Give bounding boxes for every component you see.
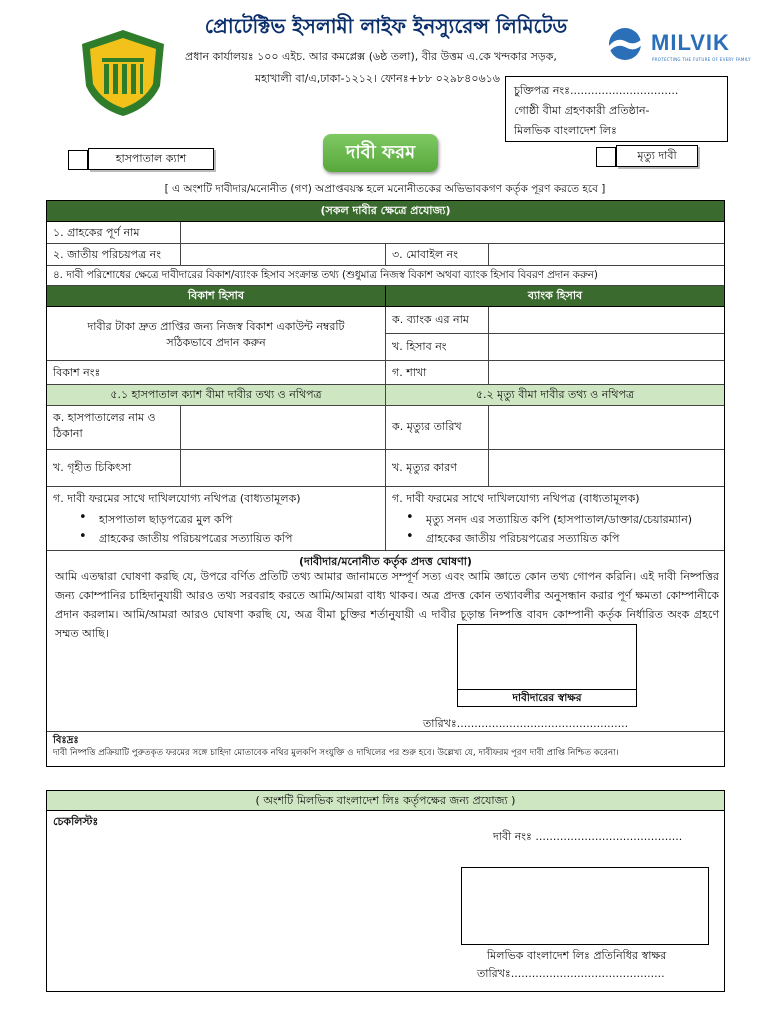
treatment-input[interactable] xyxy=(181,450,386,487)
death-claim-checkbox[interactable] xyxy=(596,147,616,167)
claimant-signature-box[interactable] xyxy=(457,624,637,707)
divider xyxy=(47,731,724,732)
mobile-input[interactable] xyxy=(489,244,724,266)
note-title: বিঃদ্রঃ xyxy=(53,735,79,746)
bank-header: ব্যাংক হিসাব xyxy=(386,286,724,307)
account-no-input[interactable] xyxy=(489,334,724,361)
section-all-header: (সকল দাবীর ক্ষেত্রে প্রযোজ্য) xyxy=(47,201,724,222)
checklist-label: চেকলিস্টঃ xyxy=(53,815,99,828)
hospital-name-input[interactable] xyxy=(181,406,386,450)
bkash-header: বিকাশ হিসাব xyxy=(47,286,386,307)
partner-tagline: PROTECTING THE FUTURE OF EVERY FAMILY xyxy=(652,57,751,62)
account-no-label: খ. হিসাব নং xyxy=(386,334,489,361)
representative-signature-label: মিলভিক বাংলাদেশ লিঃ প্রতিনিধির স্বাক্ষর xyxy=(487,949,667,962)
claimant-signature-label: দাবীদারের স্বাক্ষর xyxy=(458,689,636,706)
hospital-name-label: ক. হাসপাতালের নাম ও ঠিকানা xyxy=(47,406,181,450)
branch-label: গ. শাখা xyxy=(386,361,489,385)
partner-logo-text: MILVIK xyxy=(651,30,730,55)
note-text: দাবী নিষ্পত্তি প্রক্রিয়াটি পুরুতকৃত ফরমের সঙ্গে চাহিদা মোতাবেক নথির মুলকপি সংযুক্তি ও দাখিলের পর শুরু হবে। উল্লেখ্য যে, দাবীফরম পূরণ দাবী প্রাপ্তি নিশ্চিত করেনা। xyxy=(53,748,619,758)
death-date-label: ক. মৃত্যুর তারিখ xyxy=(386,406,489,450)
death-docs-block xyxy=(386,487,724,551)
hospital-docs-title: গ. দাবী ফরমের সাথে দাখিলযোগ্য নথিপত্র (বাধ্যতামূলক) xyxy=(53,492,301,505)
instruction-text: [ এ অংশটি দাবীদার/মনোনীত (গণ) অপ্রাপ্তবয়স্ক হলে মনোনীতকের অভিভাবকগণ কর্তৃক পূরণ করতে হবে ] xyxy=(164,183,606,195)
declaration-text: আমি এতদ্বারা ঘোষণা করছি যে, উপরে বর্ণিত প্রতিটি তথ্য আমার জানামতে সম্পূর্ণ সত্য এবং আমি জ্ঞাতে কোন তথ্য গোপন করিনি। এই দাবী নিষ্পত্তির জন্য কোম্পানির চাহিদানুযায়ী আরও তথ্য সরবরাহ করতে আমি/আমরা বাধ্য থাকব। অত্র প্রদত্ত কোন তথ্যাবলীর অনুসন্ধান করার পূর্ণ ক্ষমতা কোম্পানীকে প্রদান করলাম। আমি/আমরা আরও ঘোষণা করছি যে, অত্র বীমা চুক্তির শর্তানুযায়ী এ দাবীর চূড়ান্ত নিষ্পত্তি বাবদ কোম্পানী কর্তৃক নির্ধারিত অংক গ্রহণে সম্মত আছি। xyxy=(55,570,719,640)
group-holder-label: গোষ্ঠী বীমা গ্রহণকারী প্রতিষ্ঠান- xyxy=(514,104,650,117)
customer-name-label: ১. গ্রাহকের পূর্ণ নাম xyxy=(47,222,181,244)
death-cause-label: খ. মৃত্যুর কারণ xyxy=(386,450,489,487)
death-doc-item: • মৃত্যু সনদ এর সত্যায়িত কপি (হাসপাতাল/ডাক্তার/চেয়ারম্যান) xyxy=(426,511,692,530)
bkash-number-field[interactable]: বিকাশ নংঃ xyxy=(47,361,386,385)
branch-input[interactable] xyxy=(489,361,724,385)
death-cause-input[interactable] xyxy=(489,450,724,487)
company-name: প্রোটেক্টিভ ইসলামী লাইফ ইনস্যুরেন্স লিমিটেড xyxy=(204,14,568,38)
company-logo xyxy=(80,28,166,118)
office-use-box xyxy=(46,790,725,992)
contract-no: চুক্তিপত্র নংঃ............................... xyxy=(514,84,679,97)
office-date-field[interactable]: তারিখঃ............................................ xyxy=(477,967,665,980)
claim-form-table xyxy=(46,200,725,767)
contract-info-box xyxy=(505,76,728,142)
hospital-doc-item: • হাসপাতাল ছাড়পত্রের মুল কপি xyxy=(99,511,232,530)
customer-name-input[interactable] xyxy=(181,222,724,244)
representative-signature-box[interactable] xyxy=(461,867,709,945)
bank-name-label: ক. ব্যাংক এর নাম xyxy=(386,307,489,334)
payment-info-label: ৪. দাবী পরিশোধের ক্ষেত্রে দাবীদারের বিকাশ/ব্যাংক হিসাব সংক্রান্ত তথ্য (শুধুমাত্র নিজস্ব বিকাশ অথবা ব্যাংক হিসাব বিবরণ প্রদান করুন) xyxy=(47,266,724,286)
office-use-header: ( অংশটি মিলভিক বাংলাদেশ লিঃ কর্তৃপক্ষের জন্য প্রযোজ্য ) xyxy=(47,791,724,811)
nid-label: ২. জাতীয় পরিচয়পত্র নং xyxy=(47,244,181,266)
mobile-label: ৩. মোবাইল নং xyxy=(386,244,489,266)
death-doc-item: • গ্রাহকের জাতীয় পরিচয়পত্রের সত্যায়িত কপি xyxy=(426,530,619,549)
nid-input[interactable] xyxy=(181,244,386,266)
death-section-header: ৫.২ মৃত্যু বীমা দাবীর তথ্য ও নথিপত্র xyxy=(386,385,724,406)
bkash-note: দাবীর টাকা দ্রুত প্রাপ্তির জন্য নিজস্ব বিকাশ একাউন্ট নম্বরটি সঠিকভাবে প্রদান করুন xyxy=(47,307,386,361)
death-date-input[interactable] xyxy=(489,406,724,450)
hospital-section-header: ৫.১ হাসপাতাল ক্যাশ বীমা দাবীর তথ্য ও নথিপত্র xyxy=(47,385,386,406)
milvik-logo-icon xyxy=(603,26,647,62)
death-claim-label: মৃত্যু দাবী xyxy=(616,145,698,167)
hospital-cash-checkbox[interactable] xyxy=(68,150,88,170)
form-title: দাবী ফরম xyxy=(323,134,438,172)
hospital-docs-block xyxy=(47,487,386,551)
claim-no-field[interactable]: দাবী নংঃ .......................................... xyxy=(493,830,683,843)
hospital-cash-label: হাসপাতাল ক্যাশ xyxy=(88,148,214,170)
bank-name-input[interactable] xyxy=(489,307,724,334)
declaration-title: (দাবীদার/মনোনীত কর্তৃক প্রদত্ত ঘোষণা) xyxy=(299,555,472,568)
group-holder-name: মিলভিক বাংলাদেশ লিঃ xyxy=(514,124,617,137)
hospital-doc-item: • গ্রাহকের জাতীয় পরিচয়পত্রের সত্যায়িত কপি xyxy=(99,530,292,549)
declaration-date[interactable]: তারিখঃ................................................. xyxy=(423,717,629,730)
address-line-2: মহাখালী বা/এ,ঢাকা-১২১২। ফোনঃ+৮৮ ০২৯৮৪০৬১৬ xyxy=(255,72,500,85)
address-line-1: প্রধান কার্যালয়ঃ ১০০ এইচ. আর কমপ্লেক্স (৬ষ্ঠ তলা), বীর উত্তম এ.কে খন্দকার সড়ক, xyxy=(185,50,557,63)
treatment-label: খ. গৃহীত চিকিৎসা xyxy=(47,450,181,487)
death-docs-title: গ. দাবী ফরমের সাথে দাখিলযোগ্য নথিপত্র (বাধ্যতামূলক) xyxy=(392,492,640,505)
